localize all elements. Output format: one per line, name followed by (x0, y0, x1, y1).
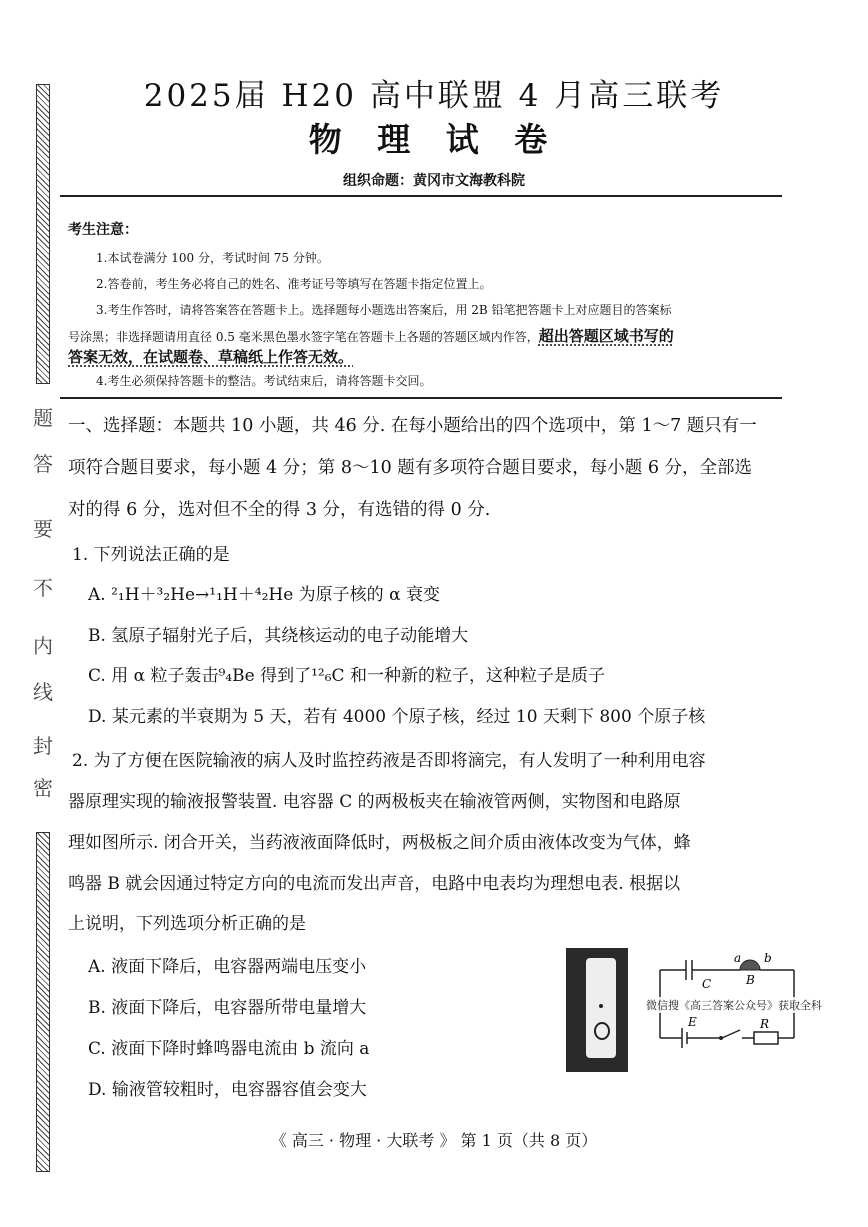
question-stem: 鸣器 B 就会因通过特定方向的电流而发出声音，电路中电表均为理想电表. 根据以 (68, 874, 681, 894)
margin-char: 要 (33, 517, 53, 541)
margin-char: 内 (33, 634, 53, 658)
notice-item: 号涂黑；非选择题请用直径 0.5 毫米黑色墨水签字笔在答题卡上各题的答题区域内作答，超出答题区域书写的 (68, 327, 674, 345)
watermark-text: 微信搜《高三答案公众号》获取全科 (646, 999, 822, 1012)
option-c: C. 用 α 粒子轰击⁹₄Be 得到了¹²₆C 和一种新的粒子，这种粒子是质子 (88, 666, 605, 686)
notice-item: 4.考生必须保持答题卡的整洁。考试结束后，请将答题卡交回。 (96, 374, 432, 388)
section-instructions: 项符合题目要求，每小题 4 分；第 8～10 题有多项符合题目要求，每小题 6 分，全部选 (68, 458, 753, 478)
question-stem: 上说明，下列选项分析正确的是 (68, 914, 306, 934)
notice-item: 1.本试卷满分 100 分，考试时间 75 分钟。 (96, 251, 329, 265)
buzzer-icon (740, 960, 760, 970)
label-a: a (734, 951, 742, 965)
notice-title: 考生注意： (68, 222, 138, 238)
section-instructions: 一、选择题：本题共 10 小题，共 46 分. 在每小题给出的四个选项中，第 1～7 题只有一 (68, 416, 757, 436)
margin-char: 不 (33, 576, 53, 600)
margin-char: 线 (33, 680, 53, 704)
label-battery: E (688, 1015, 697, 1029)
notice-box (60, 195, 782, 399)
label-resistor: R (760, 1017, 770, 1031)
option-b: B. 氢原子辐射光子后，其绕核运动的电子动能增大 (88, 626, 469, 646)
subject-title: 物 理 试 卷 (308, 120, 560, 159)
option-a: A. ²₁H＋³₂He→¹₁H＋⁴₂He 为原子核的 α 衰变 (88, 585, 440, 605)
notice-item: 3.考生作答时，请将答案答在答题卡上。选择题每小题选出答案后，用 2B 铅笔把答题卡上对应题目的答案标 (96, 303, 672, 317)
option-d: D. 某元素的半衰期为 5 天，若有 4000 个原子核，经过 10 天剩下 800 个原子核 (88, 707, 706, 727)
margin-char: 密 (33, 776, 53, 800)
question-stem: 器原理实现的输液报警装置. 电容器 C 的两极板夹在输液管两侧，实物图和电路原 (68, 792, 681, 812)
notice-item: 2.答卷前，考生务必将自己的姓名、准考证号等填写在答题卡指定位置上。 (96, 277, 492, 291)
margin-char: 题 (33, 406, 53, 430)
page-footer: 《 高三 · 物理 · 大联考 》 第 1 页（共 8 页） (270, 1131, 598, 1150)
question-stem: 2. 为了方便在医院输液的病人及时监控药液是否即将滴完，有人发明了一种利用电容 (72, 751, 706, 771)
margin-hatch-bottom (36, 832, 50, 1172)
margin-char: 封 (33, 734, 53, 758)
margin-char: 答 (33, 452, 53, 476)
label-capacitor: C (702, 977, 712, 991)
emphasis-text: 答案无效，在试题卷、草稿纸上作答无效。 (68, 348, 354, 366)
option-c: C. 液面下降时蜂鸣器电流由 b 流向 a (88, 1039, 370, 1059)
label-b: b (764, 951, 772, 965)
label-buzzer: B (746, 973, 755, 987)
exam-title: 2025届 H20 高中联盟 4 月高三联考 (143, 78, 725, 114)
option-d: D. 输液管较粗时，电容器容值会变大 (88, 1080, 367, 1100)
device-photo (566, 948, 628, 1072)
organizer: 组织命题：黄冈市文海教科院 (343, 173, 525, 189)
question-stem: 1. 下列说法正确的是 (72, 545, 230, 565)
question-stem: 理如图所示. 闭合开关，当药液液面降低时，两极板之间介质由液体改变为气体，蜂 (68, 833, 691, 853)
emphasis-text: 超出答题区域书写的 (538, 327, 674, 345)
option-b: B. 液面下降后，电容器所带电量增大 (88, 998, 367, 1018)
option-a: A. 液面下降后，电容器两端电压变小 (88, 957, 367, 977)
binding-margin (36, 84, 50, 1174)
section-instructions: 对的得 6 分，选对但不全的得 3 分，有选错的得 0 分. (68, 500, 491, 520)
